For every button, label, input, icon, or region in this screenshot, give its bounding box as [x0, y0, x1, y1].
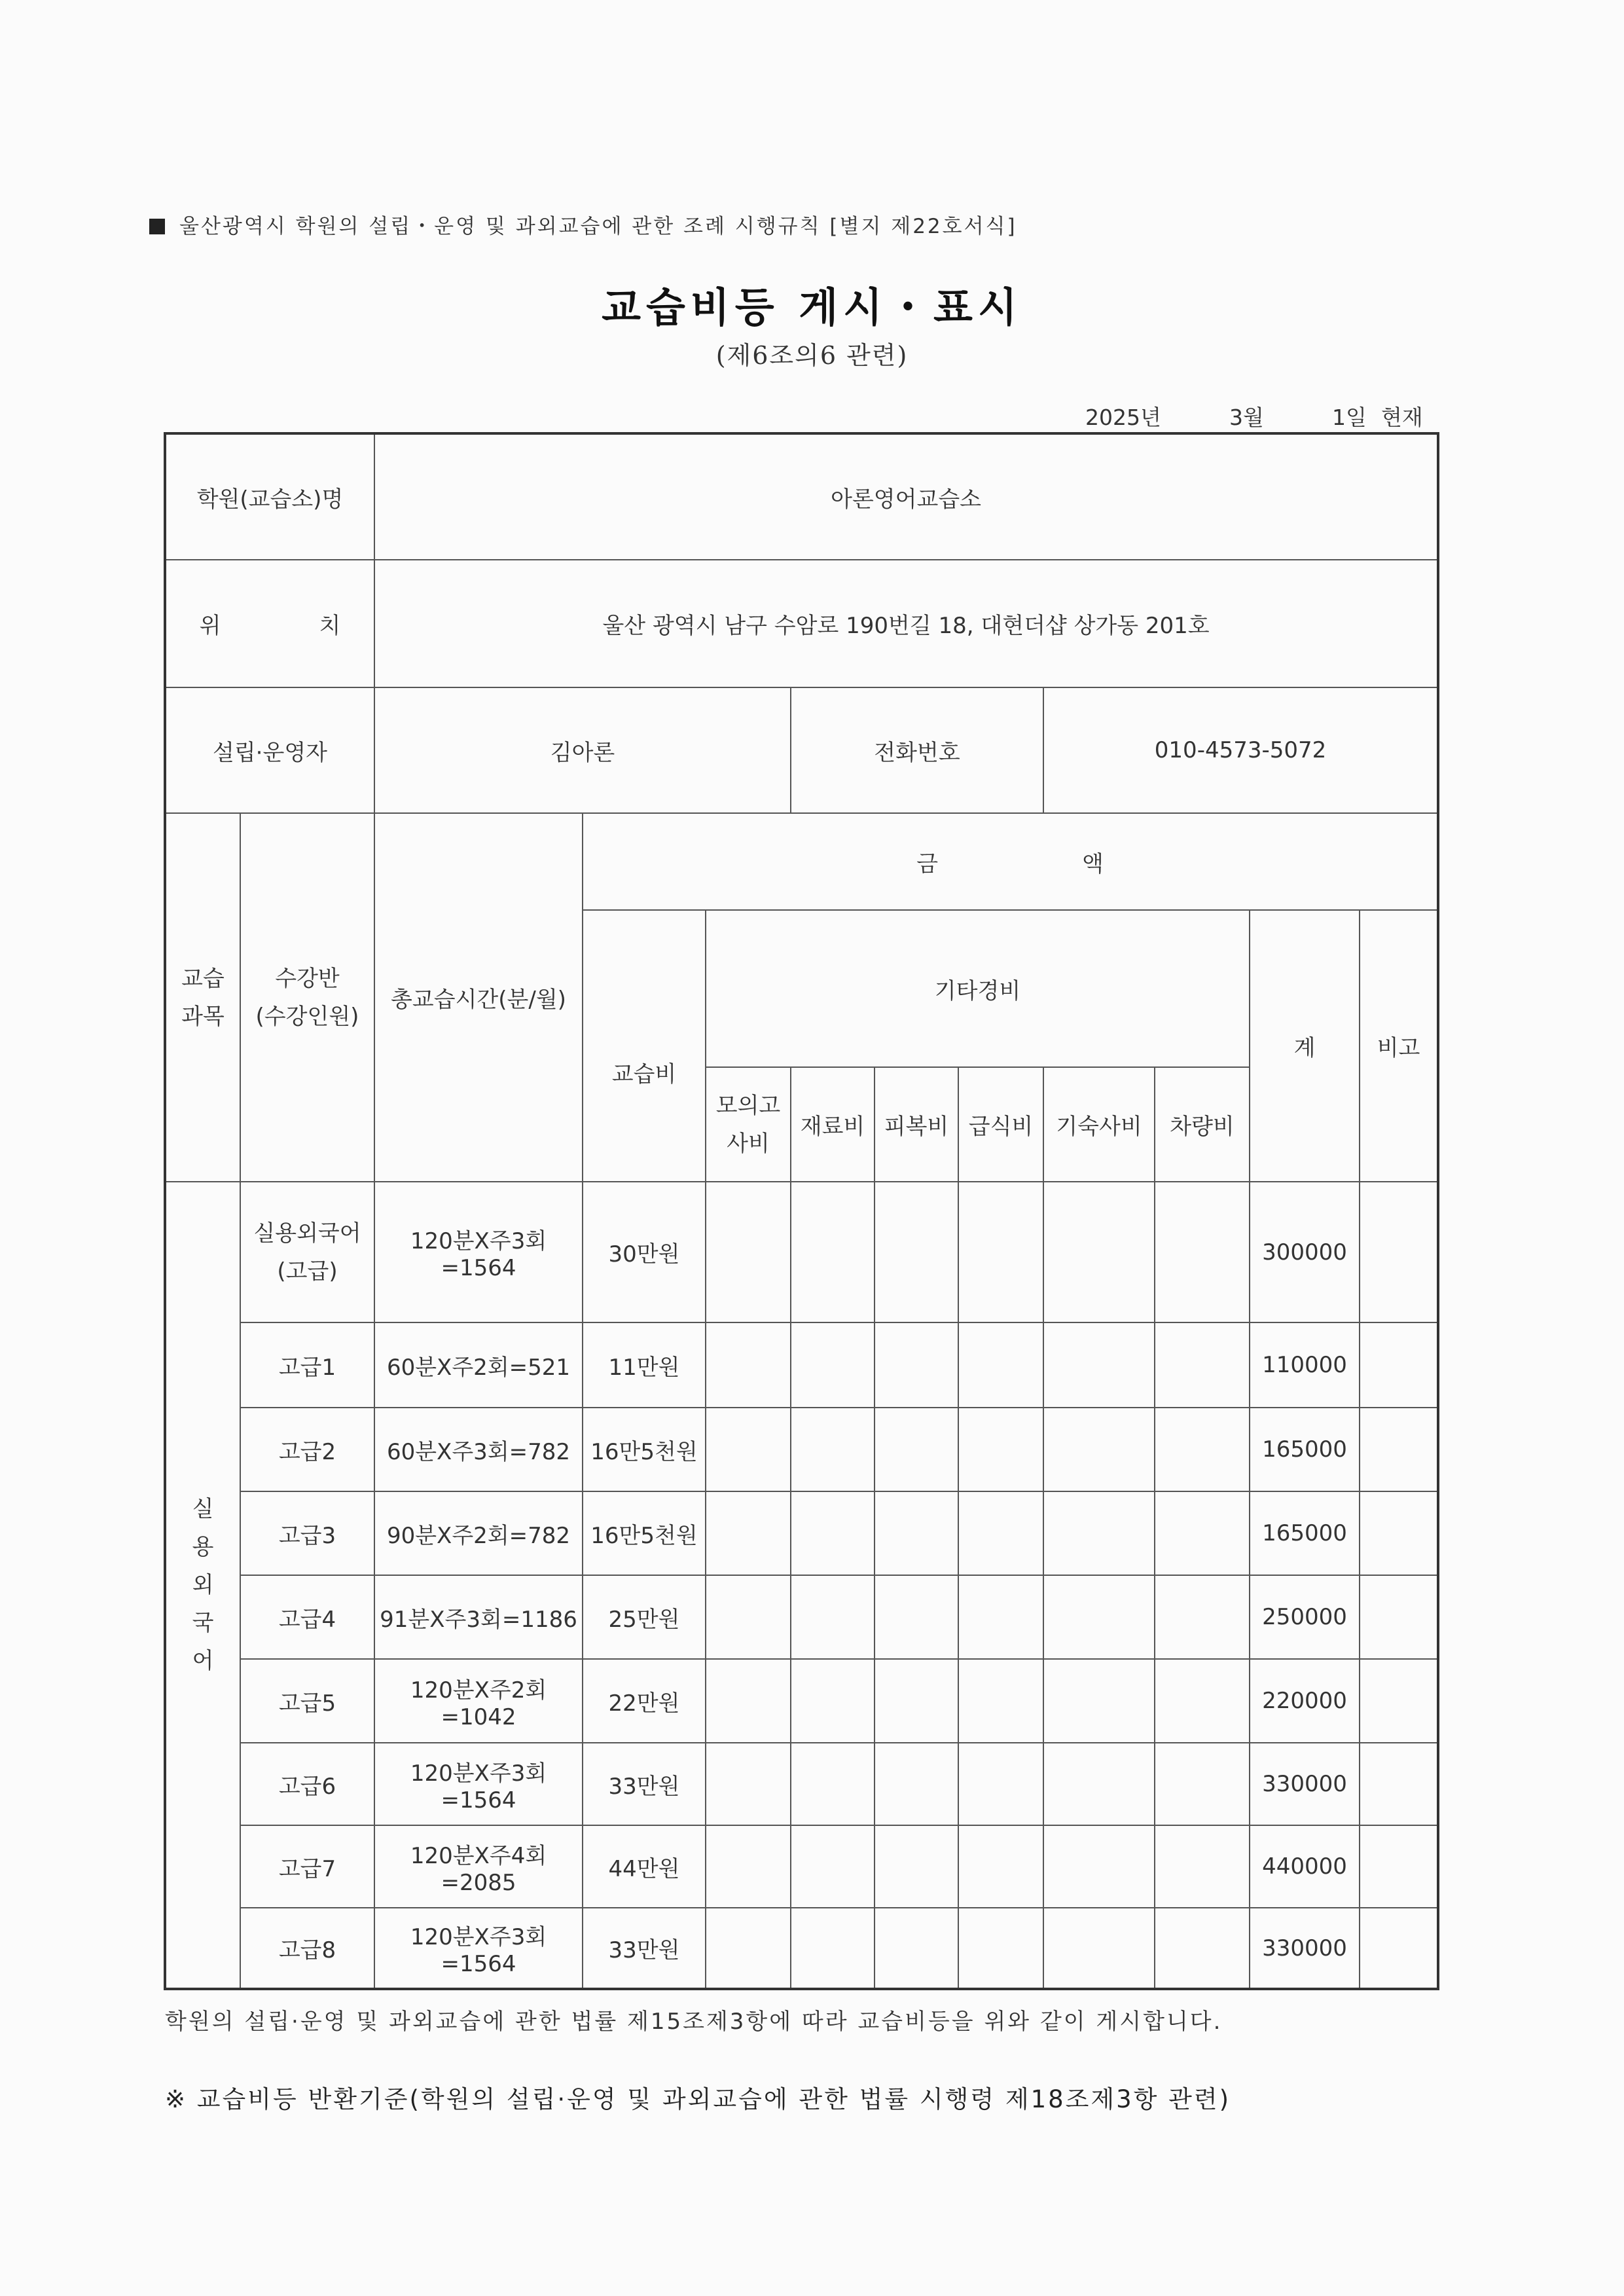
remark-cell — [1360, 1322, 1438, 1408]
other-expenses-header: 기타경비 — [706, 910, 1250, 1067]
amount-header-part1: 금 — [916, 850, 939, 877]
empty-cell — [706, 1743, 791, 1825]
hours-cell: 120분X주2회=1042 — [374, 1659, 583, 1743]
class-cell: 고급6 — [240, 1743, 374, 1825]
info-row-location — [165, 560, 1438, 687]
empty-cell — [875, 1743, 958, 1825]
total-cell: 330000 — [1250, 1743, 1360, 1825]
empty-cell — [1155, 1908, 1250, 1989]
empty-cell — [791, 1408, 875, 1491]
empty-cell — [875, 1575, 958, 1659]
empty-cell — [791, 1491, 875, 1575]
tuition-cell: 11만원 — [583, 1322, 706, 1408]
class-header-line2: (수강인원) — [255, 1003, 359, 1030]
empty-cell — [791, 1743, 875, 1825]
remark-cell — [1360, 1408, 1438, 1491]
founder-label: 설립·운영자 — [165, 687, 374, 813]
hours-cell: 60분X주3회=782 — [374, 1408, 583, 1491]
class-cell: 고급3 — [240, 1491, 374, 1575]
empty-cell — [958, 1182, 1043, 1322]
empty-cell — [706, 1659, 791, 1743]
empty-cell — [875, 1322, 958, 1408]
class-header-line1: 수강반 — [275, 965, 340, 992]
total-cell: 165000 — [1250, 1408, 1360, 1491]
tuition-cell: 33만원 — [583, 1908, 706, 1989]
academy-name-label: 학원(교습소)명 — [165, 433, 374, 560]
empty-cell — [958, 1659, 1043, 1743]
tuition-cell: 16만5천원 — [583, 1491, 706, 1575]
empty-cell — [706, 1322, 791, 1408]
mock-exam-fee-line1: 모의고 — [715, 1092, 781, 1119]
subject-char: 어 — [192, 1648, 214, 1674]
empty-cell — [1043, 1575, 1155, 1659]
empty-cell — [1043, 1825, 1155, 1908]
class-cell — [240, 1182, 374, 1322]
date-suffix: 현재 — [1381, 405, 1423, 430]
date-year: 2025년 — [1085, 405, 1161, 430]
location-value: 울산 광역시 남구 수암로 190번길 18, 대현더샵 상가동 201호 — [374, 560, 1438, 687]
class-cell: 고급4 — [240, 1575, 374, 1659]
tuition-table — [164, 432, 1439, 1990]
empty-cell — [791, 1575, 875, 1659]
empty-cell — [958, 1575, 1043, 1659]
date-month: 3월 — [1229, 405, 1264, 430]
empty-cell — [706, 1182, 791, 1322]
table-row — [165, 1825, 1438, 1908]
empty-cell — [1043, 1322, 1155, 1408]
location-label-part2: 치 — [319, 613, 341, 639]
hours-cell: 120분X주3회=1564 — [374, 1182, 583, 1322]
location-label — [165, 560, 374, 687]
academy-name-value: 아론영어교습소 — [374, 433, 1438, 560]
empty-cell — [1155, 1743, 1250, 1825]
table-row — [165, 1182, 1438, 1322]
meal-fee-header: 급식비 — [958, 1067, 1043, 1182]
refund-criteria-notice: ※ 교습비등 반환기준(학원의 설립·운영 및 과외교습에 관한 법률 시행령 제18조제3항 관련) — [165, 2085, 1231, 2113]
total-cell: 220000 — [1250, 1659, 1360, 1743]
total-cell: 165000 — [1250, 1491, 1360, 1575]
empty-cell — [958, 1908, 1043, 1989]
tuition-header: 교습비 — [583, 910, 706, 1182]
total-cell: 330000 — [1250, 1908, 1360, 1989]
empty-cell — [875, 1491, 958, 1575]
remark-cell — [1360, 1491, 1438, 1575]
phone-value: 010-4573-5072 — [1043, 687, 1438, 813]
empty-cell — [1043, 1743, 1155, 1825]
empty-cell — [706, 1825, 791, 1908]
empty-cell — [706, 1491, 791, 1575]
founder-value: 김아론 — [374, 687, 791, 813]
empty-cell — [958, 1408, 1043, 1491]
remark-cell — [1360, 1743, 1438, 1825]
subject-header-line2: 과목 — [181, 1003, 225, 1030]
document-subtitle: (제6조의6 관련) — [715, 341, 909, 370]
empty-cell — [958, 1743, 1043, 1825]
hours-cell: 120분X주3회=1564 — [374, 1743, 583, 1825]
amount-header-part2: 액 — [1082, 850, 1104, 877]
header-row-amount — [165, 813, 1438, 910]
empty-cell — [875, 1908, 958, 1989]
remark-cell — [1360, 1825, 1438, 1908]
empty-cell — [958, 1491, 1043, 1575]
empty-cell — [791, 1659, 875, 1743]
empty-cell — [875, 1825, 958, 1908]
subject-header — [165, 813, 240, 1182]
empty-cell — [1155, 1575, 1250, 1659]
remark-cell — [1360, 1659, 1438, 1743]
class-cell: 고급7 — [240, 1825, 374, 1908]
empty-cell — [958, 1825, 1043, 1908]
subject-char: 용 — [192, 1534, 214, 1560]
mock-exam-fee-line2: 사비 — [727, 1130, 770, 1157]
table-row — [165, 1408, 1438, 1491]
empty-cell — [791, 1322, 875, 1408]
info-row-name — [165, 433, 1438, 560]
tuition-cell: 44만원 — [583, 1825, 706, 1908]
empty-cell — [1155, 1825, 1250, 1908]
subject-cell — [165, 1182, 240, 1989]
material-fee-header: 재료비 — [791, 1067, 875, 1182]
location-label-part1: 위 — [199, 613, 221, 639]
table-row — [165, 1659, 1438, 1743]
amount-header — [583, 813, 1438, 910]
empty-cell — [958, 1322, 1043, 1408]
tuition-cell: 30만원 — [583, 1182, 706, 1322]
empty-cell — [1155, 1491, 1250, 1575]
document-title: 교습비등 게시・표시 — [602, 283, 1022, 331]
remark-header: 비고 — [1360, 910, 1438, 1182]
subject-char: 국 — [192, 1610, 214, 1636]
empty-cell — [791, 1825, 875, 1908]
remark-cell — [1360, 1182, 1438, 1322]
subject-char: 실 — [192, 1496, 214, 1522]
total-cell: 440000 — [1250, 1825, 1360, 1908]
class-cell: 고급8 — [240, 1908, 374, 1989]
info-row-founder — [165, 687, 1438, 813]
table-row — [165, 1322, 1438, 1408]
phone-label: 전화번호 — [791, 687, 1043, 813]
table-row — [165, 1908, 1438, 1989]
class-header — [240, 813, 374, 1182]
empty-cell — [791, 1908, 875, 1989]
hours-cell: 90분X주2회=782 — [374, 1491, 583, 1575]
hours-cell: 120분X주4회=2085 — [374, 1825, 583, 1908]
class-name: 실용외국어 — [253, 1220, 361, 1247]
total-cell: 300000 — [1250, 1182, 1360, 1322]
hours-cell: 120분X주3회=1564 — [374, 1908, 583, 1989]
table-row — [165, 1743, 1438, 1825]
empty-cell — [706, 1908, 791, 1989]
tuition-cell: 25만원 — [583, 1575, 706, 1659]
empty-cell — [1043, 1659, 1155, 1743]
vehicle-fee-header: 차량비 — [1155, 1067, 1250, 1182]
uniform-fee-header: 피복비 — [875, 1067, 958, 1182]
class-cell: 고급5 — [240, 1659, 374, 1743]
empty-cell — [875, 1408, 958, 1491]
hours-cell: 60분X주2회=521 — [374, 1322, 583, 1408]
tuition-cell: 16만5천원 — [583, 1408, 706, 1491]
table-row — [165, 1491, 1438, 1575]
tuition-cell: 33만원 — [583, 1743, 706, 1825]
empty-cell — [1043, 1408, 1155, 1491]
remark-cell — [1360, 1908, 1438, 1989]
form-reference-text: 울산광역시 학원의 설립・운영 및 과외교습에 관한 조례 시행규칙 [별지 제22호서식] — [179, 215, 1017, 238]
empty-cell — [1155, 1408, 1250, 1491]
empty-cell — [1155, 1659, 1250, 1743]
date-day: 1일 — [1332, 405, 1367, 430]
total-header: 계 — [1250, 910, 1360, 1182]
posting-notice: 학원의 설립·운영 및 과외교습에 관한 법률 제15조제3항에 따라 교습비등을 위와 같이 게시합니다. — [165, 2009, 1223, 2035]
empty-cell — [1043, 1908, 1155, 1989]
empty-cell — [1155, 1322, 1250, 1408]
total-cell: 250000 — [1250, 1575, 1360, 1659]
empty-cell — [706, 1408, 791, 1491]
empty-cell — [791, 1182, 875, 1322]
empty-cell — [706, 1575, 791, 1659]
remark-cell — [1360, 1575, 1438, 1659]
class-level: (고급) — [277, 1258, 338, 1285]
mock-exam-fee-header — [706, 1067, 791, 1182]
class-cell: 고급1 — [240, 1322, 374, 1408]
hours-header: 총교습시간(분/월) — [374, 813, 583, 1182]
empty-cell — [875, 1182, 958, 1322]
subject-char: 외 — [192, 1572, 214, 1598]
empty-cell — [875, 1659, 958, 1743]
empty-cell — [1043, 1182, 1155, 1322]
class-cell: 고급2 — [240, 1408, 374, 1491]
hours-cell: 91분X주3회=1186 — [374, 1575, 583, 1659]
tuition-cell: 22만원 — [583, 1659, 706, 1743]
empty-cell — [1043, 1491, 1155, 1575]
empty-cell — [1155, 1182, 1250, 1322]
square-bullet-icon — [149, 219, 165, 234]
dorm-fee-header: 기숙사비 — [1043, 1067, 1155, 1182]
form-reference-note — [149, 210, 1017, 239]
table-row — [165, 1575, 1438, 1659]
subject-header-line1: 교습 — [181, 965, 225, 992]
total-cell: 110000 — [1250, 1322, 1360, 1408]
